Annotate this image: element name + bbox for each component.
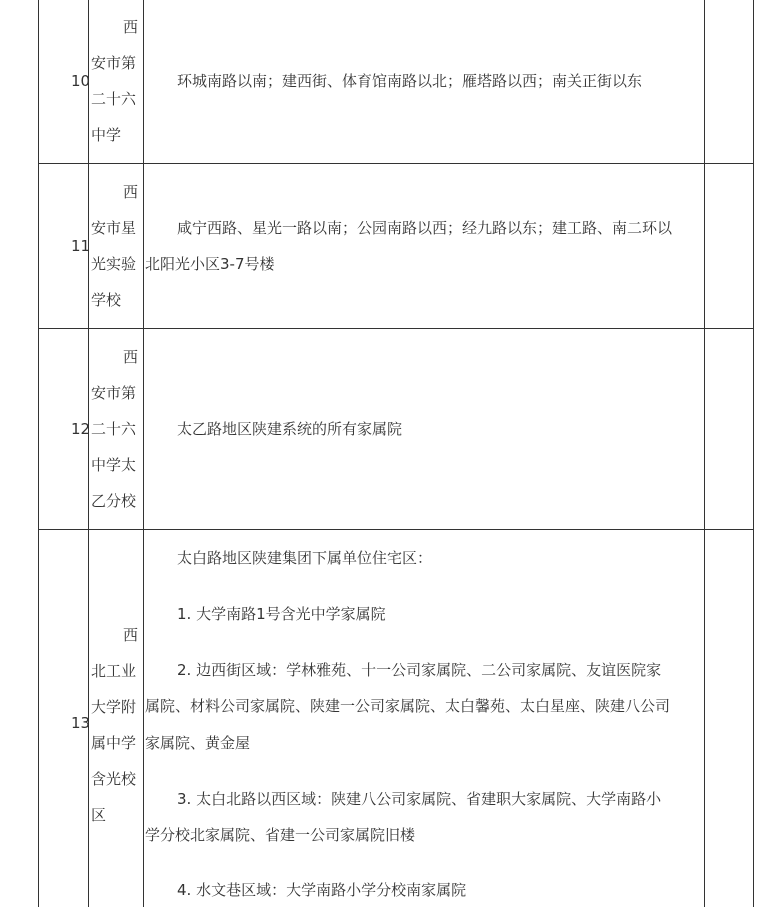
school-name-line: 含光校 — [91, 770, 137, 788]
school-name-line: 西 — [123, 626, 139, 644]
area-text-line: 环城南路以南；建西街、体育馆南路以北；雁塔路以西；南关正街以东 — [177, 72, 643, 90]
area-text-line: 咸宁西路、星光一路以南；公园南路以西；经九路以东；建工路、南二环以 — [177, 219, 673, 237]
row-divider — [38, 529, 754, 530]
area-text-line: 家属院、黄金屋 — [145, 734, 251, 752]
area-text-line: 学分校北家属院、省建一公司家属院旧楼 — [145, 826, 416, 844]
area-text-line: 4. 水文巷区域：大学南路小学分校南家属院 — [177, 881, 467, 899]
school-name-line: 西 — [123, 18, 139, 36]
school-name-line: 安市第 — [91, 54, 137, 72]
school-name-line: 乙分校 — [91, 492, 137, 510]
area-text-line: 属院、材料公司家属院、陕建一公司家属院、太白馨苑、太白星座、陕建八公司 — [145, 697, 671, 715]
table-border-right — [753, 0, 754, 907]
school-name-line: 西 — [123, 183, 139, 201]
table-divider-area-last — [704, 0, 705, 907]
row-divider — [38, 163, 754, 164]
area-text-line: 太白路地区陕建集团下属单位住宅区： — [177, 549, 433, 567]
area-text-line: 1. 大学南路1号含光中学家属院 — [177, 605, 386, 623]
school-name-line: 二十六 — [91, 420, 137, 438]
row-divider — [38, 328, 754, 329]
school-name-line: 属中学 — [91, 734, 137, 752]
area-text-line: 北阳光小区3-7号楼 — [145, 255, 275, 273]
row-number: 12 — [71, 420, 91, 438]
school-name-line: 中学 — [91, 126, 122, 144]
table-divider-no-school — [88, 0, 89, 907]
area-text-line: 2. 边西街区域：学林雅苑、十一公司家属院、二公司家属院、友谊医院家 — [177, 661, 662, 679]
school-name-line: 中学太 — [91, 456, 137, 474]
school-name-line: 区 — [91, 806, 107, 824]
row-number: 13 — [71, 714, 91, 732]
school-name-line: 西 — [123, 348, 139, 366]
area-text-line: 3. 太白北路以西区域：陕建八公司家属院、省建职大家属院、大学南路小 — [177, 790, 662, 808]
school-name-line: 二十六 — [91, 90, 137, 108]
table-border-left — [38, 0, 39, 907]
school-name-line: 光实验 — [91, 255, 137, 273]
row-number: 10 — [71, 72, 91, 90]
row-number: 11 — [71, 237, 91, 255]
school-name-line: 北工业 — [91, 662, 137, 680]
area-text-line: 太乙路地区陕建系统的所有家属院 — [177, 420, 403, 438]
school-name-line: 大学附 — [91, 698, 137, 716]
table-divider-school-area — [143, 0, 144, 907]
school-name-line: 安市第 — [91, 384, 137, 402]
school-name-line: 学校 — [91, 291, 122, 309]
school-name-line: 安市星 — [91, 219, 137, 237]
